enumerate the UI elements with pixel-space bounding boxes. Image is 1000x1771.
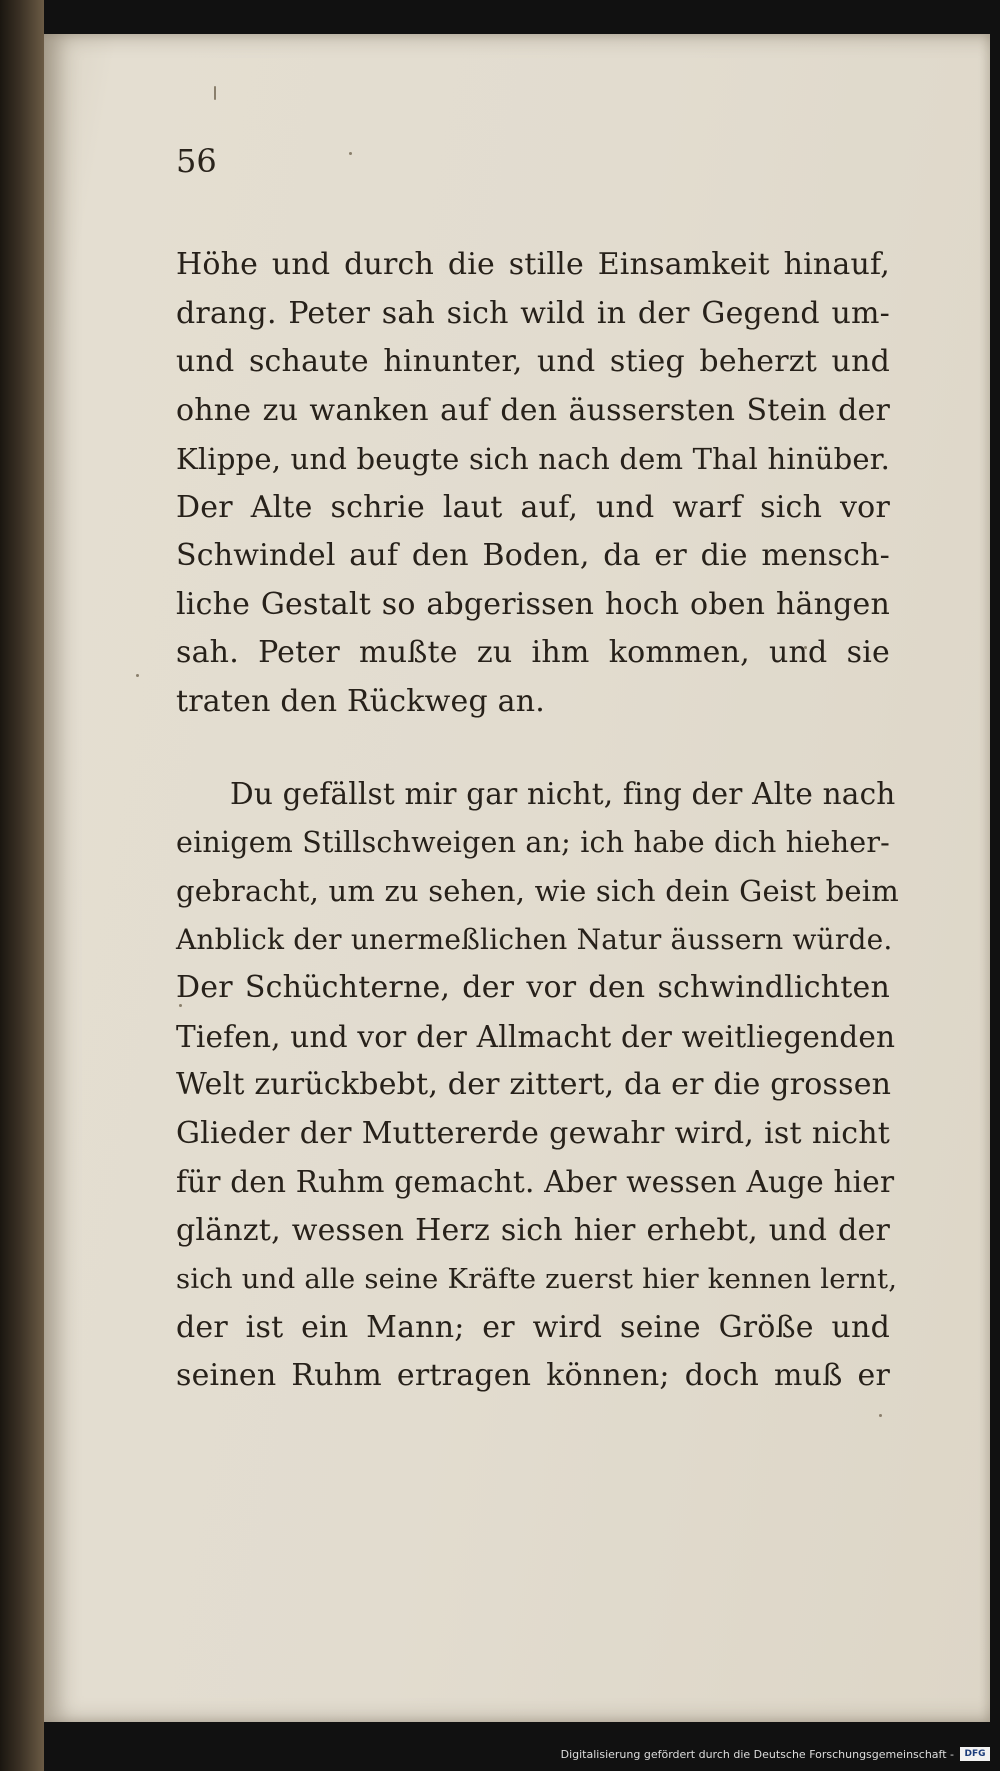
text-line: Der Alte schrie laut auf, und warf sich vor (176, 489, 890, 525)
text-line: sich und alle seine Kräfte zuerst hier kennen lernt, (176, 1263, 898, 1295)
text-line: Der Schüchterne, der vor den schwindlichten (176, 970, 890, 1005)
text-line: Anblick der unermeßlichen Natur äussern würde. (176, 922, 893, 956)
text-line: Tiefen, und vor der Allmacht der weitliegenden (176, 1019, 896, 1054)
text-line: drang. Peter sah sich wild in der Gegend um- (176, 295, 890, 331)
text-line: Klippe, und beugte sich nach dem Thal hinüber. (176, 442, 890, 476)
text-line: Höhe und durch die stille Einsamkeit hinauf, (176, 247, 890, 282)
text-line: Du gefällst mir gar nicht, fing der Alte nach (230, 777, 896, 811)
text-line: traten den Rückweg an. (176, 683, 545, 719)
page-number: 56 (176, 142, 217, 180)
text-line: Welt zurückbebt, der zittert, da er die grossen (176, 1067, 892, 1102)
text-line: gebracht, um zu sehen, wie sich dein Geist beim (176, 874, 899, 908)
book-spine-edge (0, 0, 44, 1771)
text-line: glänzt, wessen Herz sich hier erhebt, und der (176, 1212, 890, 1248)
paragraph-2 (176, 770, 899, 1401)
text-line: einigem Stillschweigen an; ich habe dich hieher- (176, 825, 890, 859)
text-line: ohne zu wanken auf den äussersten Stein der (176, 392, 890, 428)
text-line: Glieder der Muttererde gewahr wird, ist nicht (176, 1115, 890, 1151)
text-line: liche Gestalt so abgerissen hoch oben hängen (176, 586, 890, 622)
text-line: für den Ruhm gemacht. Aber wessen Auge hier (176, 1165, 895, 1199)
digitization-credit (561, 1739, 990, 1769)
text-line: sah. Peter mußte zu ihm kommen, und sie (176, 635, 890, 670)
dfg-logo: DFG (960, 1747, 990, 1761)
paper-speck (879, 1414, 882, 1417)
paragraph-1 (176, 241, 890, 726)
paper-speck (349, 152, 352, 155)
text-line: Schwindel auf den Boden, da er die mensch- (176, 538, 890, 573)
text-line: seinen Ruhm ertragen können; doch muß er (176, 1358, 890, 1393)
paper-speck (214, 86, 216, 100)
text-line: und schaute hinunter, und stieg beherzt und (176, 344, 890, 379)
credit-text: Digitalisierung gefördert durch die Deutsche Forschungsgemeinschaft - (560, 1747, 954, 1761)
paper-speck (136, 674, 139, 677)
text-line: der ist ein Mann; er wird seine Größe und (176, 1309, 890, 1345)
